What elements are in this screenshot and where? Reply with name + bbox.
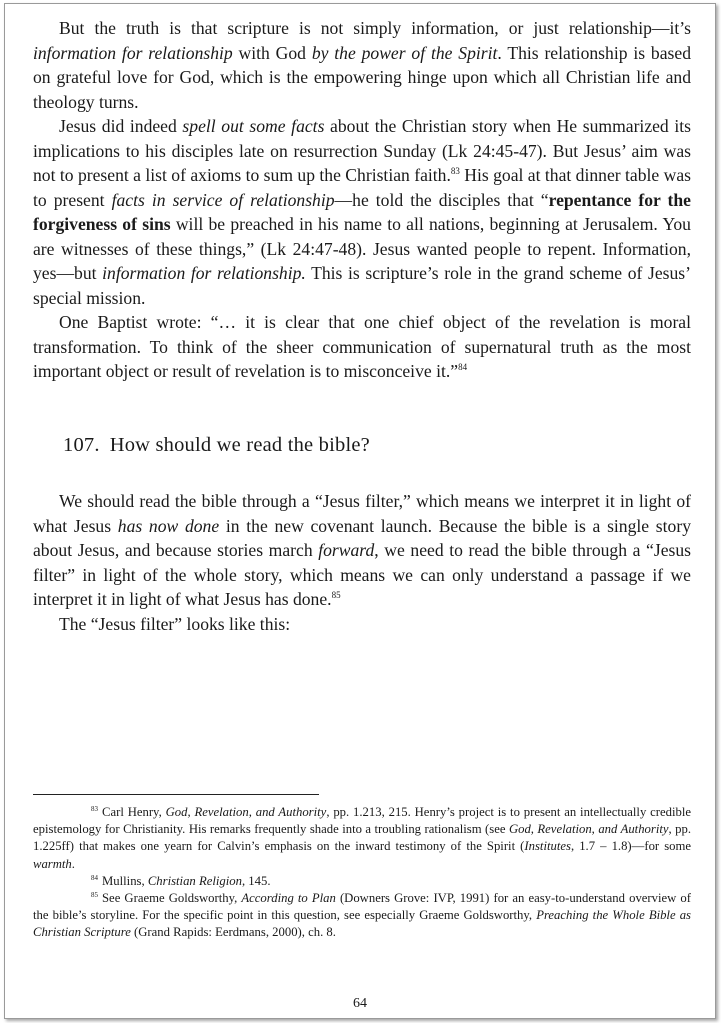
- body-section-2: [33, 489, 691, 636]
- heading-title: How should we read the bible?: [109, 434, 370, 456]
- paragraph-2: Jesus did indeed spell out some facts about the Christian story when He summarized its implications to his disciples late on resurrection Sunday (Lk 24:45-47). But Jesus’ aim was not to present a list of axioms to sum up the Christian faith.$^{83}$ His goal at that dinner table was to present facts in service of relationship—he told the disciples that “repentance for the forgiveness of sins will be preached in his name to all nations, beginning at Jerusalem. You are witnesses of these things,” (Lk 24:47-48). Jesus wanted people to repent. Information, yes—but information for relationship. This is scripture’s role in the grand scheme of Jesus’ special mission.: [33, 116, 691, 308]
- footnote-ref-83[interactable]: 83: [450, 166, 460, 176]
- footnote-83: $^{83}$ Carl Henry, God, Revelation, and Authority, pp. 1.213, 215. Henry’s project is to present an intellectually credible epistemology for Christianity. His remarks frequently shade into a troubling rationalism (see God, Revelation, and Authority, pp. 1.225ff) that makes one yearn for Calvin’s emphasis on the inward testimony of the Spirit (Institutes, 1.7 – 1.8)—for some warmth.: [33, 805, 692, 871]
- footnote-85: $^{85}$ See Graeme Goldsworthy, According to Plan (Downers Grove: IVP, 1991) for an easy-to-understand overview of the bible’s storyline. For the specific point in this question, see especially Graeme Goldsworthy, Preaching the Whole Bible as Christian Scripture (Grand Rapids: Eerdmans, 2000), ch. 8.: [33, 891, 691, 940]
- document-page: [4, 3, 716, 1019]
- footnotes: [33, 804, 691, 942]
- paragraph-5: The “Jesus filter” looks like this:: [59, 613, 291, 634]
- section-heading: [63, 434, 380, 457]
- footnote-ref-85[interactable]: 85: [331, 590, 341, 600]
- footnote-divider: [33, 794, 319, 795]
- page-number: 64: [353, 996, 367, 1011]
- paragraph-1: But the truth is that scripture is not simply information, or just relationship—it’s information for relationship with God by the power of the Spirit. This relationship is based on grateful love for God, which is the empowering hinge upon which all Christian life and theology turns.: [33, 18, 691, 112]
- footnote-84: $^{84}$ Mullins, Christian Religion, 145.: [91, 873, 271, 888]
- body-section-1: [33, 16, 691, 384]
- heading-number: 107.: [63, 434, 100, 456]
- footnote-ref-84[interactable]: 84: [458, 362, 468, 372]
- paragraph-3: One Baptist wrote: “… it is clear that one chief object of the revelation is moral transformation. To think of the sheer communication of supernatural truth as the most important object or result of revelation is to misconceive it.”$^{84}$: [33, 312, 691, 381]
- paragraph-4: We should read the bible through a “Jesus filter,” which means we interpret it in light of what Jesus has now done in the new covenant launch. Because the bible is a single story about Jesus, and because stories march forward, we need to read the bible through a “Jesus filter” in light of the whole story, which means we can only understand a passage if we interpret it in light of what Jesus has done.$^{85}$: [33, 491, 691, 609]
